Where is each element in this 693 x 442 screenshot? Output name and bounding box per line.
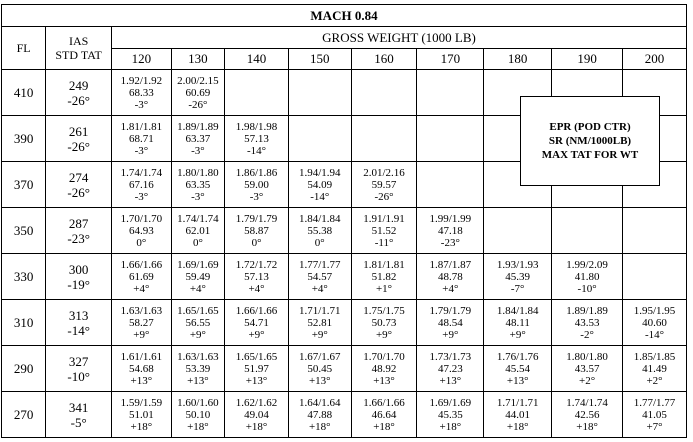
sr-value: 40.60: [642, 316, 667, 329]
max-tat-value: +13°: [506, 374, 529, 387]
epr-value: 1.70/1.70: [120, 212, 163, 225]
epr-value: 1.89/1.89: [177, 120, 219, 133]
max-tat-value: +1°: [375, 282, 393, 295]
epr-value: 1.63/1.63: [120, 304, 163, 317]
sr-value: 68.71: [128, 132, 154, 145]
data-cell: [417, 116, 484, 162]
epr-value: 1.84/1.84: [496, 304, 539, 317]
ias-value: 261: [68, 123, 89, 139]
max-tat-value: -3°: [134, 98, 149, 111]
std-tat-value: -23°: [67, 230, 90, 246]
epr-value: 1.99/2.09: [566, 258, 608, 271]
max-tat-value: +13°: [187, 374, 209, 387]
fl-header: FL: [2, 27, 46, 70]
max-tat-value: +9°: [133, 328, 150, 341]
sr-value: 63.35: [185, 178, 211, 191]
data-cell: [225, 346, 289, 392]
epr-value: 1.79/1.79: [235, 212, 278, 225]
data-cell: [417, 208, 484, 254]
data-cell: [288, 162, 351, 208]
ias-tat-cell: [46, 392, 112, 438]
max-tat-value: +2°: [579, 374, 596, 387]
ias-value: 287: [68, 215, 89, 231]
sr-value: 51.01: [128, 408, 154, 421]
max-tat-value: -2°: [580, 328, 594, 341]
data-cell: [417, 392, 484, 438]
data-cell: [225, 162, 289, 208]
sr-value: 53.39: [185, 362, 211, 375]
sr-value: 57.13: [244, 132, 269, 145]
sr-value: 58.27: [128, 316, 154, 329]
max-tat-value: +18°: [130, 420, 153, 433]
data-cell: [623, 392, 687, 438]
data-cell: [288, 254, 351, 300]
sr-value: 54.71: [244, 316, 269, 329]
max-tat-value: -14°: [246, 144, 267, 157]
epr-value: 1.63/1.63: [177, 350, 219, 363]
epr-value: 1.69/1.69: [177, 258, 219, 271]
epr-value: 1.66/1.66: [235, 304, 278, 317]
max-tat-value: +9°: [509, 328, 526, 341]
epr-value: 2.01/2.16: [363, 166, 405, 179]
weight-header: 140: [225, 49, 289, 70]
std-tat-value: -14°: [67, 322, 90, 338]
epr-value: 2.00/2.15: [177, 74, 219, 87]
data-cell: [288, 300, 351, 346]
flight-level: 330: [2, 254, 46, 300]
sr-value: 51.52: [371, 224, 397, 237]
max-tat-value: +18°: [187, 420, 209, 433]
sr-value: 45.54: [505, 362, 531, 375]
data-cell: [171, 254, 224, 300]
max-tat-value: +4°: [133, 282, 150, 295]
data-cell: [171, 162, 224, 208]
flight-level: 370: [2, 162, 46, 208]
max-tat-value: -3°: [191, 144, 205, 157]
data-cell: [417, 162, 484, 208]
ias-tat-cell: [46, 208, 112, 254]
data-cell: [552, 300, 623, 346]
data-cell: [171, 208, 224, 254]
max-tat-value: +9°: [311, 328, 328, 341]
data-cell: [417, 300, 484, 346]
ias-value: 327: [68, 353, 89, 369]
data-cell: [351, 162, 417, 208]
legend-line-epr: EPR (POD CTR): [549, 121, 631, 133]
max-tat-value: -14°: [645, 328, 665, 341]
max-tat-value: -7°: [510, 282, 525, 295]
ias-tat-cell: [46, 162, 112, 208]
epr-value: 1.74/1.74: [566, 396, 608, 409]
epr-value: 1.74/1.74: [120, 166, 163, 179]
ias-value: 274: [68, 169, 89, 185]
max-tat-value: +4°: [311, 282, 328, 295]
data-cell: [351, 70, 417, 116]
max-tat-value: +7°: [646, 420, 663, 433]
legend-box: [520, 96, 660, 186]
max-tat-value: -3°: [134, 144, 149, 157]
epr-value: 1.77/1.77: [633, 396, 676, 409]
epr-value: 1.69/1.69: [429, 396, 472, 409]
max-tat-value: +9°: [248, 328, 265, 341]
max-tat-value: +9°: [375, 328, 393, 341]
weight-header: 180: [484, 49, 552, 70]
table-row: [2, 254, 687, 300]
sr-value: 67.16: [128, 178, 154, 191]
weight-header: 170: [417, 49, 484, 70]
epr-value: 1.75/1.75: [363, 304, 405, 317]
data-cell: [484, 346, 552, 392]
max-tat-value: +9°: [189, 328, 206, 341]
sr-value: 46.64: [371, 408, 397, 421]
data-cell: [225, 208, 289, 254]
sr-value: 54.57: [307, 270, 333, 283]
sr-value: 50.73: [371, 316, 397, 329]
std-tat-value: -26°: [67, 138, 90, 154]
data-cell: [288, 392, 351, 438]
data-cell: [225, 300, 289, 346]
sr-value: 59.57: [371, 178, 397, 191]
epr-value: 1.87/1.87: [429, 258, 472, 271]
std-tat-value: -26°: [67, 92, 90, 108]
data-cell: [351, 346, 417, 392]
data-cell: [484, 208, 552, 254]
sr-value: 41.49: [642, 362, 667, 375]
epr-value: 1.92/1.92: [120, 74, 163, 87]
cruise-performance-table: [1, 4, 687, 438]
flight-level: 350: [2, 208, 46, 254]
sr-value: 63.37: [185, 132, 211, 145]
max-tat-value: +18°: [439, 420, 462, 433]
data-cell: [288, 346, 351, 392]
sr-value: 59.49: [185, 270, 211, 283]
sr-value: 59.00: [244, 178, 269, 191]
max-tat-value: +13°: [439, 374, 462, 387]
epr-value: 1.81/1.81: [120, 120, 163, 133]
sr-value: 48.78: [437, 270, 463, 283]
epr-value: 1.71/1.71: [298, 304, 341, 317]
weight-header: 160: [351, 49, 417, 70]
max-tat-value: +4°: [442, 282, 459, 295]
flight-level: 310: [2, 300, 46, 346]
data-cell: [623, 300, 687, 346]
max-tat-value: +18°: [308, 420, 331, 433]
sr-value: 50.10: [185, 408, 211, 421]
table-row: [2, 208, 687, 254]
sr-value: 48.11: [505, 316, 530, 329]
weight-header: 150: [288, 49, 351, 70]
epr-value: 1.85/1.85: [633, 350, 676, 363]
max-tat-value: -11°: [374, 236, 394, 249]
epr-value: 1.93/1.93: [496, 258, 539, 271]
epr-value: 1.91/1.91: [363, 212, 405, 225]
max-tat-value: -10°: [577, 282, 597, 295]
data-cell: [112, 116, 172, 162]
ias-tat-cell: [46, 70, 112, 116]
sr-value: 54.68: [128, 362, 154, 375]
epr-value: 1.73/1.73: [429, 350, 472, 363]
data-cell: [171, 70, 224, 116]
epr-value: 1.77/1.77: [298, 258, 341, 271]
max-tat-value: -3°: [191, 190, 205, 203]
ias-value: 300: [68, 261, 89, 277]
weight-header: 190: [552, 49, 623, 70]
table-row: [2, 392, 687, 438]
max-tat-value: 0°: [251, 236, 262, 249]
sr-value: 60.69: [185, 86, 211, 99]
sr-value: 49.04: [244, 408, 269, 421]
epr-value: 1.66/1.66: [363, 396, 405, 409]
max-tat-value: -3°: [134, 190, 149, 203]
sr-value: 48.92: [371, 362, 397, 375]
flight-level: 290: [2, 346, 46, 392]
sr-value: 56.55: [185, 316, 211, 329]
epr-value: 1.70/1.70: [363, 350, 405, 363]
epr-value: 1.99/1.99: [429, 212, 472, 225]
weight-header: 120: [112, 49, 172, 70]
data-cell: [225, 116, 289, 162]
ias-tat-cell: [46, 300, 112, 346]
ias-value: 341: [68, 399, 89, 415]
sr-value: 55.38: [307, 224, 333, 237]
data-cell: [552, 254, 623, 300]
table-title: MACH 0.84: [2, 5, 687, 27]
data-cell: [112, 254, 172, 300]
max-tat-value: 0°: [136, 236, 147, 249]
data-cell: [171, 300, 224, 346]
data-cell: [112, 162, 172, 208]
table-row: [2, 346, 687, 392]
data-cell: [351, 300, 417, 346]
epr-value: 1.79/1.79: [429, 304, 472, 317]
sr-value: 51.82: [371, 270, 397, 283]
max-tat-value: -23°: [440, 236, 460, 249]
data-cell: [171, 116, 224, 162]
ias-value: 313: [68, 307, 89, 323]
data-cell: [417, 346, 484, 392]
sr-value: 43.57: [574, 362, 600, 375]
sr-value: 62.01: [185, 224, 211, 237]
sr-value: 58.87: [244, 224, 269, 237]
sr-value: 54.09: [307, 178, 333, 191]
data-cell: [484, 254, 552, 300]
std-tat-value: -10°: [67, 368, 90, 384]
sr-value: 52.81: [307, 316, 333, 329]
max-tat-value: -3°: [249, 190, 264, 203]
data-cell: [351, 116, 417, 162]
sr-value: 48.54: [437, 316, 463, 329]
data-cell: [351, 208, 417, 254]
max-tat-value: +13°: [245, 374, 268, 387]
max-tat-value: 0°: [314, 236, 325, 249]
data-cell: [112, 70, 172, 116]
max-tat-value: +18°: [576, 420, 598, 433]
epr-value: 1.86/1.86: [235, 166, 278, 179]
sr-value: 57.13: [244, 270, 269, 283]
ias-header-line1: IAS: [68, 34, 89, 48]
sr-value: 47.23: [437, 362, 463, 375]
epr-value: 1.61/1.61: [120, 350, 163, 363]
flight-level: 410: [2, 70, 46, 116]
data-cell: [351, 254, 417, 300]
ias-value: 249: [68, 77, 89, 93]
data-cell: [225, 70, 289, 116]
sr-value: 47.18: [437, 224, 463, 237]
data-cell: [552, 346, 623, 392]
max-tat-value: +4°: [189, 282, 206, 295]
data-cell: [623, 208, 687, 254]
sr-value: 41.80: [574, 270, 600, 283]
sr-value: 68.33: [128, 86, 154, 99]
max-tat-value: +18°: [245, 420, 268, 433]
max-tat-value: +18°: [506, 420, 529, 433]
data-cell: [171, 392, 224, 438]
epr-value: 1.94/1.94: [298, 166, 341, 179]
max-tat-value: +13°: [308, 374, 331, 387]
table-row: [2, 300, 687, 346]
data-cell: [288, 70, 351, 116]
max-tat-value: -26°: [188, 98, 208, 111]
data-cell: [171, 346, 224, 392]
data-cell: [417, 254, 484, 300]
epr-value: 1.65/1.65: [177, 304, 219, 317]
weight-header: 130: [171, 49, 224, 70]
epr-value: 1.80/1.80: [566, 350, 608, 363]
ias-tat-cell: [46, 254, 112, 300]
data-cell: [288, 116, 351, 162]
sr-value: 41.05: [642, 408, 667, 421]
data-cell: [112, 300, 172, 346]
data-cell: [351, 392, 417, 438]
ias-header: [46, 27, 112, 70]
epr-value: 1.72/1.72: [235, 258, 278, 271]
max-tat-value: -26°: [374, 190, 394, 203]
data-cell: [552, 208, 623, 254]
max-tat-value: +13°: [130, 374, 153, 387]
max-tat-value: +9°: [442, 328, 459, 341]
epr-value: 1.95/1.95: [633, 304, 676, 317]
ias-header-line2: STD TAT: [55, 48, 102, 62]
sr-value: 42.56: [574, 408, 600, 421]
sr-value: 50.45: [307, 362, 333, 375]
data-cell: [623, 254, 687, 300]
data-cell: [112, 392, 172, 438]
sr-value: 61.69: [128, 270, 154, 283]
epr-value: 1.84/1.84: [298, 212, 341, 225]
data-cell: [112, 346, 172, 392]
data-cell: [225, 254, 289, 300]
epr-value: 1.89/1.89: [566, 304, 608, 317]
std-tat-value: -19°: [67, 276, 90, 292]
legend-line-tat: MAX TAT FOR WT: [541, 149, 639, 161]
sr-value: 51.97: [244, 362, 269, 375]
epr-value: 1.64/1.64: [298, 396, 341, 409]
data-cell: [484, 300, 552, 346]
std-tat-value: -5°: [70, 414, 87, 430]
data-cell: [552, 392, 623, 438]
flight-level: 270: [2, 392, 46, 438]
flight-level: 390: [2, 116, 46, 162]
sr-value: 47.88: [307, 408, 333, 421]
epr-value: 1.98/1.98: [235, 120, 278, 133]
epr-value: 1.71/1.71: [496, 396, 539, 409]
data-cell: [623, 346, 687, 392]
legend-line-sr: SR (NM/1000LB): [548, 135, 632, 147]
epr-value: 1.65/1.65: [235, 350, 278, 363]
data-cell: [288, 208, 351, 254]
data-cell: [484, 392, 552, 438]
epr-value: 1.59/1.59: [120, 396, 163, 409]
data-cell: [225, 392, 289, 438]
weight-header: 200: [623, 49, 687, 70]
sr-value: 64.93: [128, 224, 154, 237]
max-tat-value: +13°: [373, 374, 395, 387]
epr-value: 1.76/1.76: [496, 350, 539, 363]
max-tat-value: -14°: [310, 190, 330, 203]
gross-weight-header: GROSS WEIGHT (1000 LB): [112, 27, 687, 49]
epr-value: 1.67/1.67: [298, 350, 341, 363]
epr-value: 1.74/1.74: [177, 212, 219, 225]
ias-tat-cell: [46, 116, 112, 162]
data-cell: [417, 70, 484, 116]
epr-value: 1.60/1.60: [177, 396, 219, 409]
sr-value: 44.01: [505, 408, 531, 421]
std-tat-value: -26°: [67, 184, 90, 200]
max-tat-value: +18°: [373, 420, 395, 433]
sr-value: 45.39: [505, 270, 531, 283]
data-cell: [112, 208, 172, 254]
max-tat-value: +2°: [646, 374, 663, 387]
epr-value: 1.62/1.62: [235, 396, 278, 409]
ias-tat-cell: [46, 346, 112, 392]
max-tat-value: +4°: [248, 282, 265, 295]
epr-value: 1.80/1.80: [177, 166, 219, 179]
epr-value: 1.81/1.81: [363, 258, 405, 271]
epr-value: 1.66/1.66: [120, 258, 163, 271]
max-tat-value: 0°: [192, 236, 203, 249]
sr-value: 43.53: [574, 316, 600, 329]
sr-value: 45.35: [437, 408, 463, 421]
